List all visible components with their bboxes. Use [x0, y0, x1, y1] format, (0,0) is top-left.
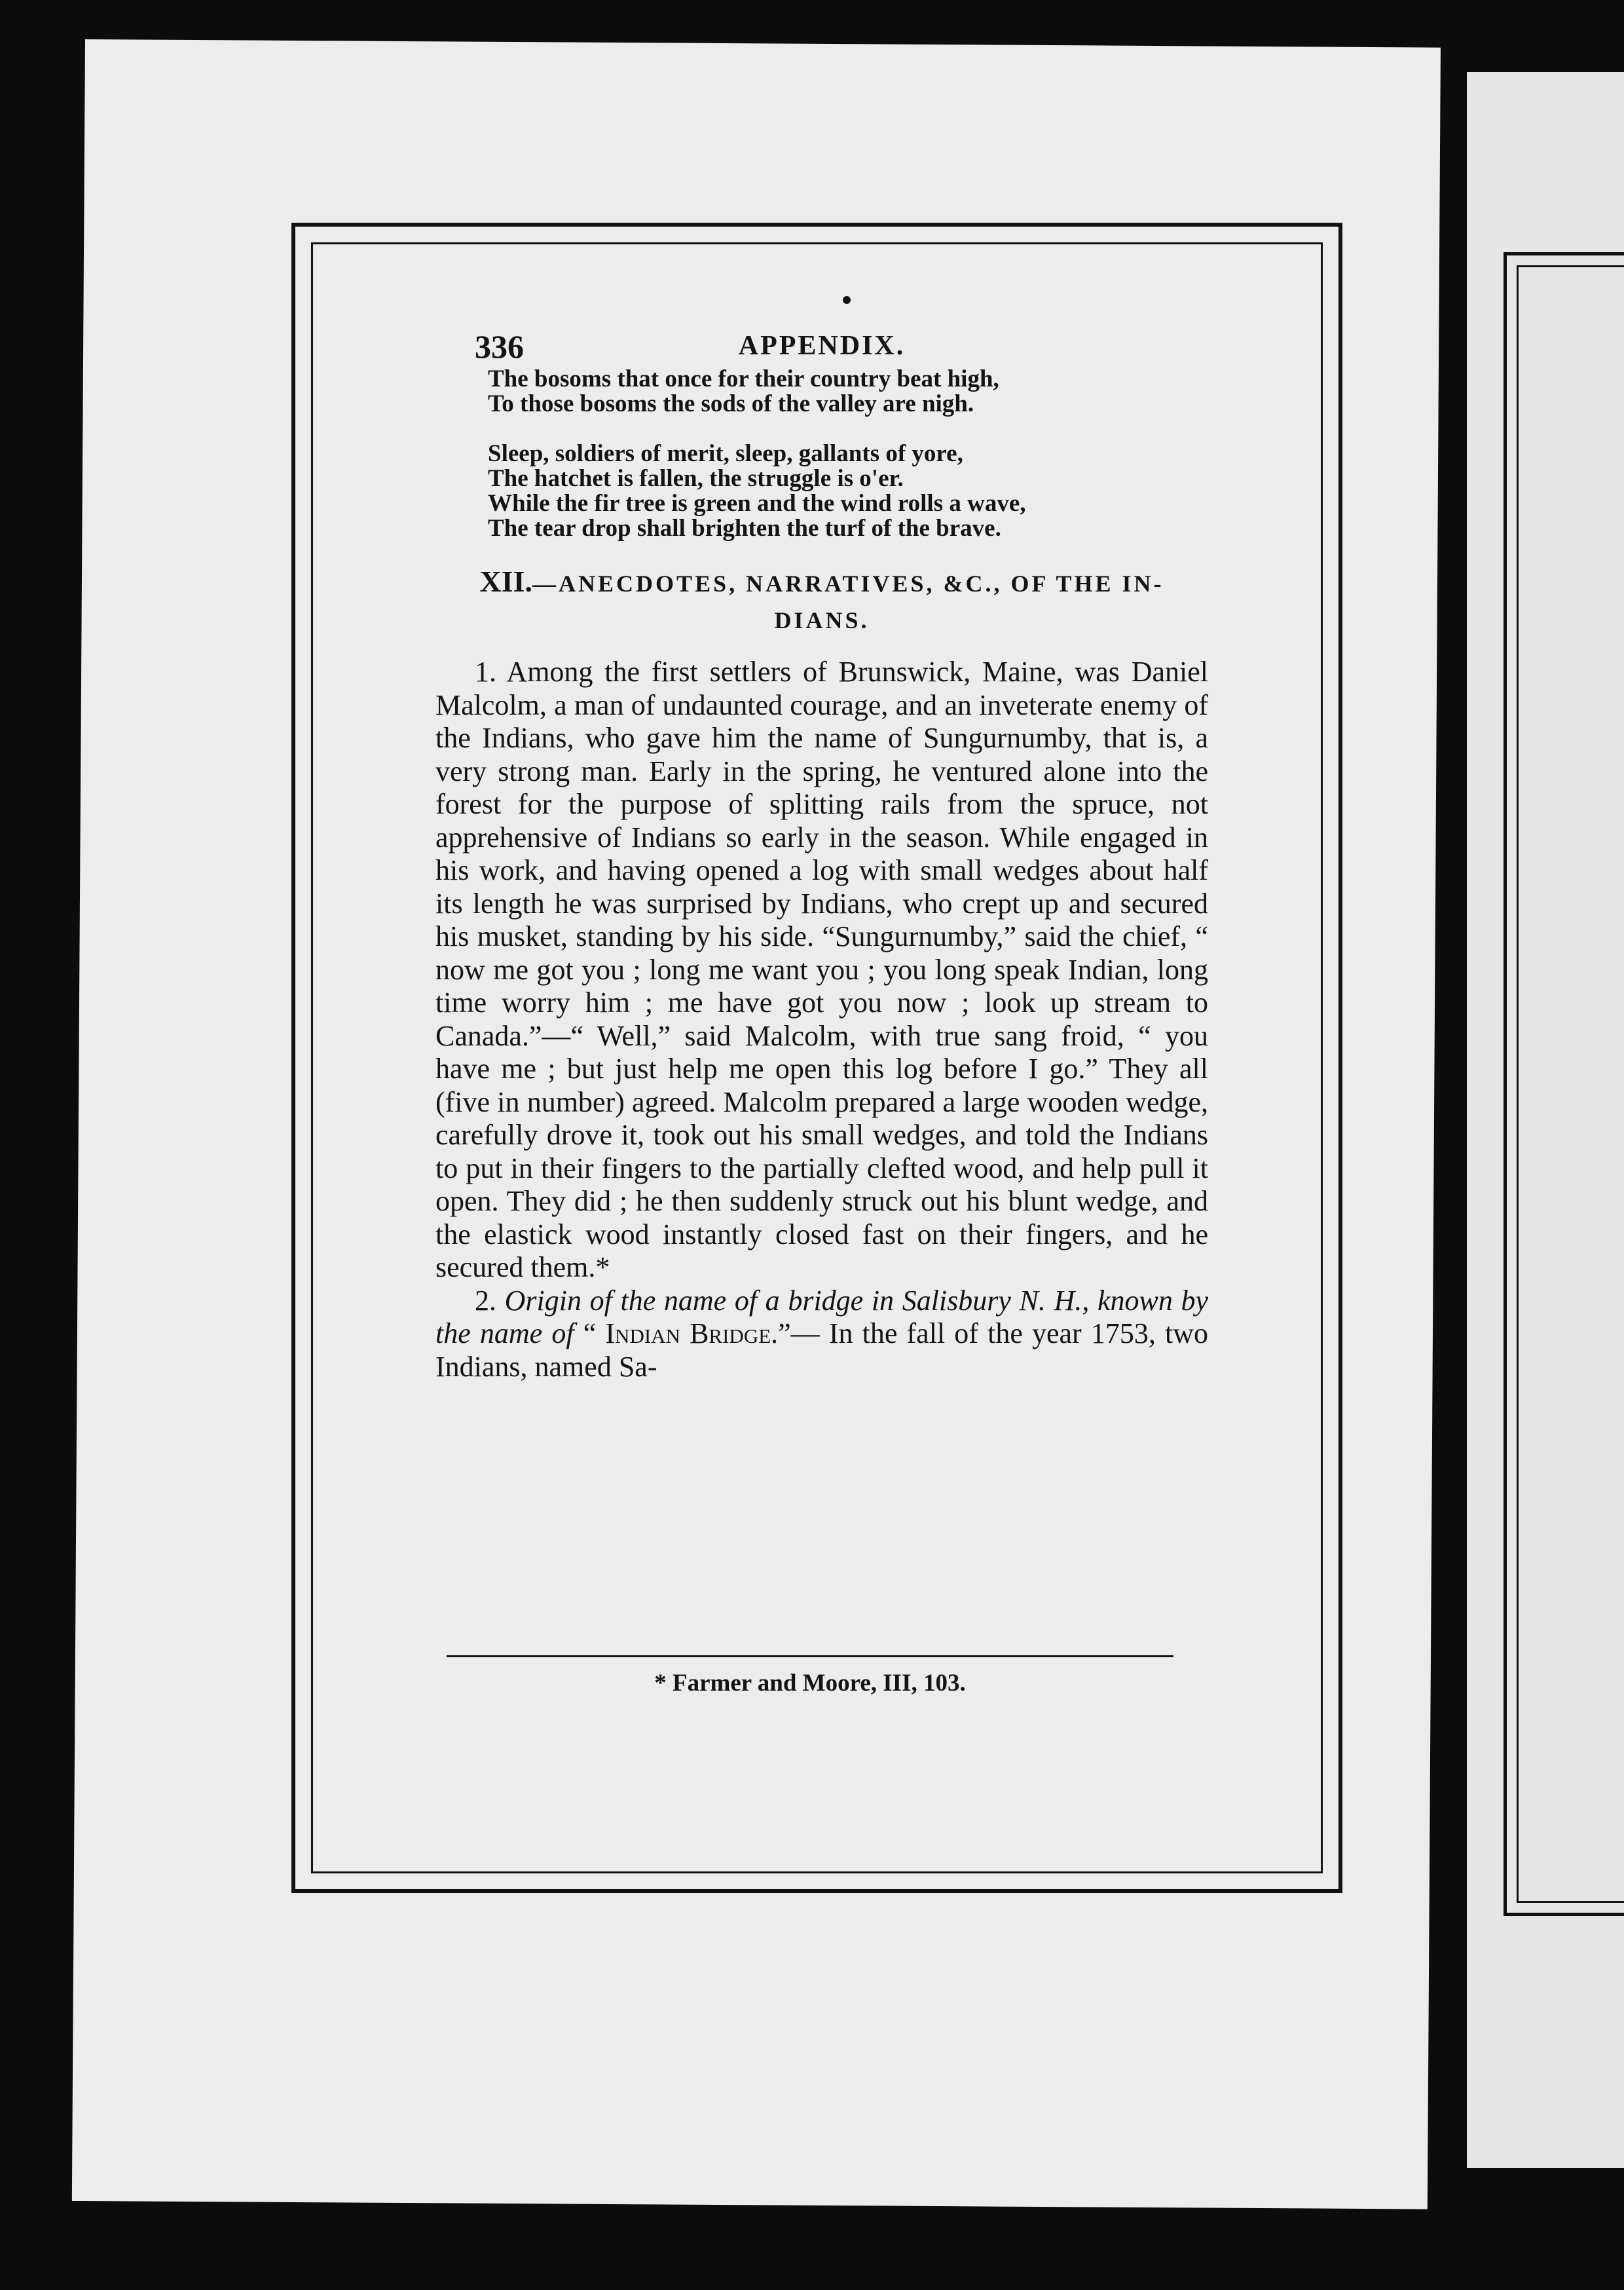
section-number: XII.	[479, 565, 533, 598]
paragraph-2-italic: Origin of the name of a bridge in Salisbury N. H., known by the name of	[435, 1284, 1208, 1349]
section-title: —ANECDOTES, NARRATIVES, &C., OF THE IN-	[532, 571, 1164, 597]
poem-line: Sleep, soldiers of merit, sleep, gallants of yore,	[488, 440, 963, 467]
paragraph-2-text: In the fall of the year 1753, two Indians, named Sa-	[435, 1317, 1209, 1383]
page-text	[435, 314, 1208, 1383]
paragraph-2-number: 2.	[475, 1284, 496, 1317]
page-header	[435, 314, 1208, 365]
poem-line: To those bosoms the sods of the valley are nigh.	[488, 390, 974, 417]
paragraph-2-small-caps: “ Indian Bridge.”—	[583, 1317, 820, 1349]
footnote-rule	[447, 1655, 1173, 1657]
footnote: * Farmer and Moore, III, 103.	[654, 1670, 966, 1697]
section-title-continued: DIANS.	[774, 607, 870, 633]
printer-mark	[843, 296, 851, 304]
page-number: 336	[475, 328, 524, 365]
running-head: APPENDIX.	[738, 331, 906, 361]
paragraph-1	[435, 656, 1208, 1285]
poem-line: While the fir tree is green and the wind rolls a wave,	[488, 490, 1026, 517]
poem-line: The bosoms that once for their country beat high,	[488, 366, 999, 392]
poem-line: The tear drop shall brighten the turf of the brave.	[488, 515, 1001, 542]
poem-stanza	[435, 367, 1208, 417]
poem-stanza	[435, 441, 1208, 541]
section-heading	[435, 563, 1208, 639]
poem	[435, 367, 1208, 541]
paragraph-2	[435, 1285, 1208, 1384]
paragraph-1-text: 1. Among the first settlers of Brunswick, Maine, was Daniel Malcolm, a man of undaunted courage, and an inveterate enemy of the Indians, who gave him the name of Sungurnumby, that is, a very strong man. Early in the spring, he ventured alone into the forest for the purpose of splitting rails from the spruce, not apprehensive of Indians so early in the season. While engaged in his work, and having opened a log with small wedges about half its length he was surprised by Indians, who crept up and secured his musket, standing by his side. “Sungurnumby,” said the chief, “ now me got you ; long me want you ; you long speak Indian, long time worry him ; me have got you now ; look up stream to Canada.”—“ Well,” said Malcolm, with true sang froid, “ you have me ; but just help me open this log before I go.” They all (five in number) agreed. Malcolm prepared a large wooden wedge, carefully drove it, took out his small wedges, and told the Indians to put in their fingers to the partially clefted wood, and help pull it open. They did ; he then suddenly struck out his blunt wedge, and the elastick wood instantly closed fast on their fingers, and he secured them.*	[435, 656, 1208, 1283]
poem-line: The hatchet is fallen, the struggle is o'er.	[488, 465, 904, 492]
facing-page-frame-inner	[1517, 265, 1624, 1903]
